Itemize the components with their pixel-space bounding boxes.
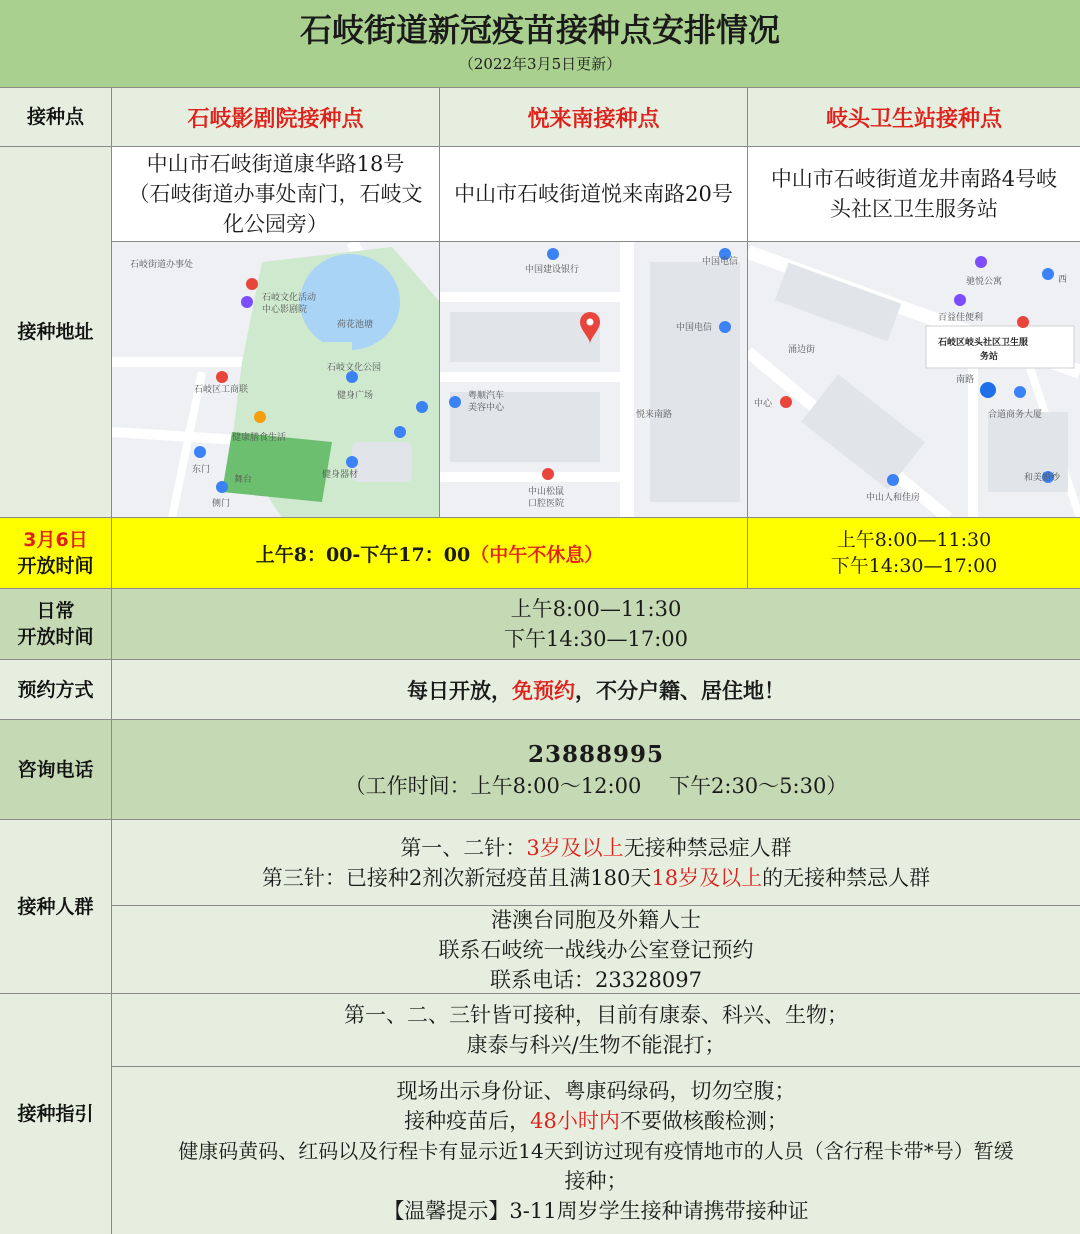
site-address-2: [440, 147, 748, 242]
map-label: 中山松鼠: [528, 487, 565, 497]
map-label: 石岐区岐头社区卫生服: [938, 338, 1029, 348]
site-address-1: [112, 147, 440, 242]
hours-line: 下午14:30—17:00: [503, 627, 689, 651]
site-name-1: 石岐影剧院接种点: [112, 88, 440, 147]
map-label: 石岐街道办事处: [130, 260, 194, 270]
guide-line: [404, 1106, 788, 1136]
map-label: 舞台: [234, 475, 253, 485]
label-march6-hours: [0, 518, 112, 589]
people-text: 无接种禁忌症人群: [623, 835, 792, 860]
label-people: 接种人群: [0, 820, 112, 994]
map-label: 健身广场: [337, 391, 374, 401]
map-site-3[interactable]: [748, 242, 1080, 518]
people-age: 3岁及以上: [526, 835, 624, 860]
map-label: 中国电信: [676, 323, 713, 333]
map-label: 中国电信: [702, 257, 739, 267]
address-line: 化公园旁）: [223, 212, 328, 236]
map-label: 东门: [192, 465, 211, 475]
phone-info: [112, 720, 1080, 820]
address-line: 中山市石岐街道龙井南路4号岐: [770, 167, 1058, 191]
hours-line: 下午14:30—17:00: [830, 555, 998, 577]
map-label: 石岐文化公园: [327, 363, 382, 373]
label-daily-hours: [0, 589, 112, 660]
people-text: 第一、二针：: [400, 835, 527, 860]
march6-hours-note: （中午不休息）: [470, 543, 604, 566]
march6-hours-site3: [748, 518, 1080, 589]
people-line: [400, 833, 791, 863]
guide-line: 康泰与科兴/生物不能混打；: [466, 1033, 726, 1057]
map-label: 西: [1058, 275, 1068, 285]
guide-line: 第一、二、三针皆可接种，目前有康泰、科兴、生物；: [344, 1003, 848, 1027]
phone-number[interactable]: 23888995: [527, 740, 665, 768]
label-site: 接种点: [0, 88, 112, 147]
map-label: 健身器材: [322, 470, 359, 480]
address-line: 中山市石岐街道悦来南路20号: [454, 182, 733, 206]
march6-hours-combined: [112, 518, 748, 589]
map-site-2[interactable]: [440, 242, 748, 518]
label-address: 接种地址: [0, 147, 112, 518]
map-label: 中山人和佳房: [866, 493, 921, 503]
label-guide: 接种指引: [0, 994, 112, 1234]
march6-hours-text: 上午8：00-下午17：00: [255, 543, 471, 566]
map-label: 中心影剧院: [262, 305, 308, 315]
map-label: 中心: [754, 399, 773, 409]
guide-line: 接种；: [564, 1168, 628, 1193]
daily-hours: [112, 589, 1080, 660]
label-line: 开放时间: [17, 555, 94, 577]
map-label: 南路: [956, 375, 975, 385]
map-label: 百益佳便利: [938, 313, 984, 323]
label-phone: 咨询电话: [0, 720, 112, 820]
map-label: 荷花池塘: [337, 320, 374, 330]
people-line: 港澳台同胞及外籍人士: [491, 907, 701, 932]
map-label: 美容中心: [468, 403, 505, 413]
phone-hours: （工作时间：上午8:00～12:00 下午2:30～5:30）: [344, 773, 848, 798]
guide-line: 现场出示身份证、粤康码绿码，切勿空腹；: [396, 1078, 796, 1103]
hours-line: 上午8:00—11:30: [510, 597, 682, 621]
people-eligibility: [112, 820, 1080, 906]
map-label: 涌边街: [788, 345, 816, 355]
hours-line: 上午8:00—11:30: [836, 529, 992, 551]
guide-text: 接种疫苗后，: [404, 1108, 531, 1133]
site-name-3: 岐头卫生站接种点: [748, 88, 1080, 147]
site-name-2: 悦来南接种点: [440, 88, 748, 147]
map-label: 口腔医院: [528, 499, 565, 509]
map-label: 务站: [980, 352, 999, 362]
address-line: （石岐街道办事处南门，石岐文: [128, 182, 423, 206]
map-site-1[interactable]: [112, 242, 440, 518]
map-label: 中国建设银行: [525, 265, 580, 275]
map-label: 悦来南路: [636, 410, 673, 420]
guide-text: 不要做核酸检测；: [619, 1108, 788, 1133]
people-text: 的无接种禁忌人群: [762, 865, 931, 890]
guide-48h: 48小时内: [530, 1108, 620, 1133]
label-booking: 预约方式: [0, 660, 112, 720]
people-line: 联系石岐统一战线办公室登记预约: [438, 937, 754, 962]
people-text: 第三针：已接种2剂次新冠疫苗且满180天: [261, 865, 652, 890]
map-label: 石岐区工商联: [194, 385, 249, 395]
map-label: 石岐文化活动: [262, 293, 317, 303]
booking-text: 每日开放，: [407, 678, 512, 703]
site-address-3: [748, 147, 1080, 242]
label-line: 3月6日: [23, 529, 88, 551]
booking-no-appointment: 免预约: [512, 678, 575, 703]
map-label: 合道商务大厦: [988, 410, 1043, 420]
booking-text: ，不分户籍、居住地！: [575, 678, 785, 703]
guide-vaccines: [112, 994, 1080, 1067]
map-label: 侧门: [212, 499, 231, 509]
people-line: [262, 863, 930, 893]
booking-info: [112, 660, 1080, 720]
guide-line: 健康码黄码、红码以及行程卡有显示近14天到访过现有疫情地市的人员（含行程卡带*号）暂缓: [178, 1138, 1014, 1163]
map-label: 和美婚纱: [1024, 473, 1061, 483]
people-age: 18岁及以上: [651, 865, 763, 890]
update-note: （2022年3月5日更新）: [458, 54, 622, 73]
people-foreign: [112, 906, 1080, 994]
page-title: 石岐街道新冠疫苗接种点安排情况: [299, 10, 780, 49]
label-line: 开放时间: [17, 626, 94, 648]
map-label: 粤顺汽车: [468, 391, 505, 401]
people-line[interactable]: 联系电话：23328097: [490, 967, 702, 992]
guide-instructions: [112, 1067, 1080, 1234]
map-label: 驰悦公寓: [966, 277, 1003, 287]
address-line: 头社区卫生服务站: [830, 197, 998, 221]
title-banner: [0, 0, 1080, 88]
guide-line: 【温馨提示】3-11周岁学生接种请携带接种证: [383, 1198, 809, 1223]
address-line: 中山市石岐街道康华路18号: [146, 152, 405, 176]
map-label: 健康膳食生活: [232, 433, 287, 443]
label-line: 日常: [36, 600, 75, 622]
